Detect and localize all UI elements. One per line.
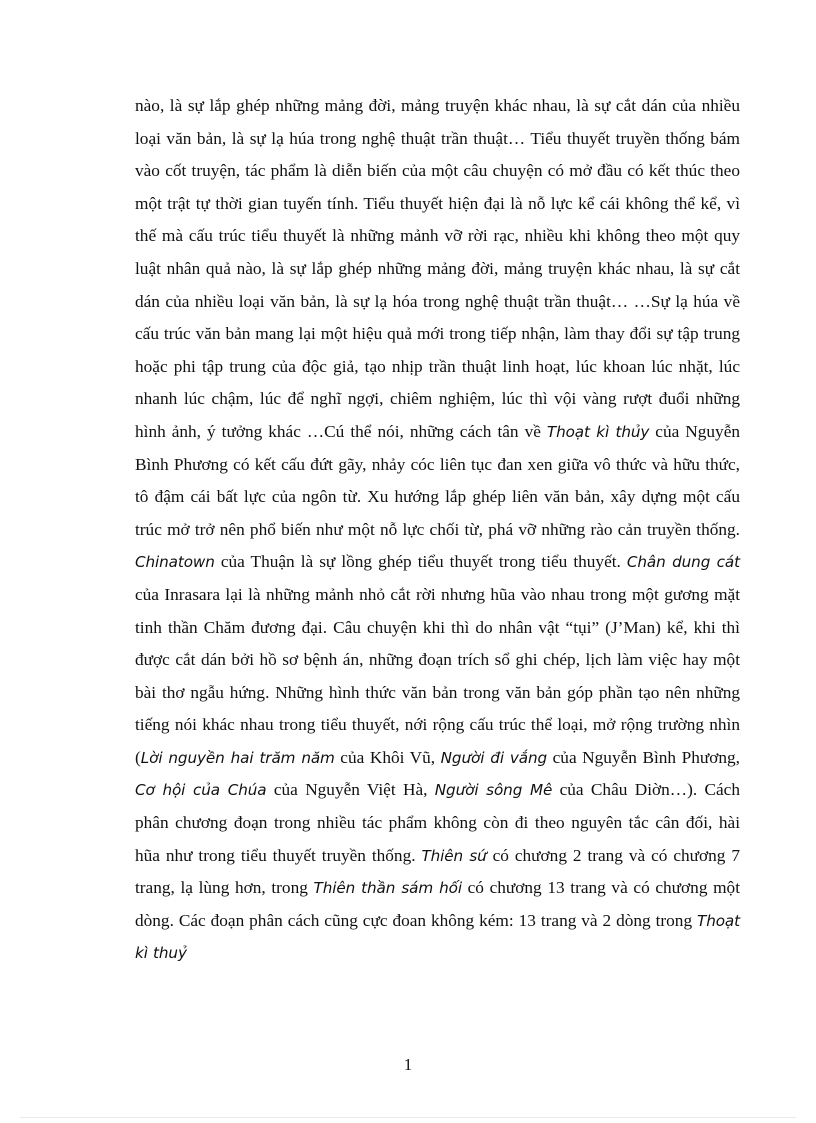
book-title: Thoạt kì thủy (546, 422, 650, 441)
book-title: Chân dung cát (626, 553, 740, 572)
page-bottom-divider (20, 1117, 796, 1118)
book-title: Người sông Mê (434, 781, 553, 800)
book-title: Lời nguyền hai trăm năm (140, 748, 335, 767)
text-run: của Nguyễn Bình Phương có kết cấu đứt gãy, nhảy cóc liên tục đan xen giữa vô thức và hữu thức, tô đậm cái bất lực của ngôn từ. Xu hướng lắp ghép liên văn bản, xây dựng một cấu trúc mở trở nên phổ biến như một nỗ lực chối từ, phá vỡ những rào cản truyền thống. (135, 421, 741, 539)
text-run: có chương 13 trang và có chương một dòng. Các đoạn phân cách cũng cực đoan không kém: 13 trang và 2 dòng trong (135, 878, 740, 930)
text-run: của Khôi Vũ, (334, 747, 441, 767)
book-title: Thoạt kì thuỷ (135, 911, 740, 963)
book-title: Thiên thần sám hối (313, 879, 462, 898)
body-paragraph (135, 90, 740, 970)
page-number: 1 (403, 1055, 413, 1074)
book-title: Người đi vắng (440, 748, 548, 767)
text-run: nào, là sự lắp ghép những mảng đời, mảng truyện khác nhau, là sự cắt dán của nhiều loại văn bản, là sự lạ húa trong nghệ thuật trần thuật… Tiểu thuyết truyền thống bám vào cốt truyện, tác phẩm là diễn biến của một câu chuyện có mở đầu có kết thúc theo một trật tự thời gian tuyến tính. Tiểu thuyết hiện đại là nỗ lực kể cái không thể kể, vì thế mà cấu trúc tiểu thuyết là những mảnh vỡ rời rạc, nhiều khi không theo một quy luật nhân quả nào, là sự lắp ghép những mảng đời, mảng truyện khác nhau, là sự cắt dán của nhiều loại văn bản, là sự lạ hóa trong nghệ thuật trần thuật… …Sự lạ húa về cấu trúc văn bản mang lại một hiệu quả mới trong tiếp nhận, làm thay đổi sự tập trung hoặc phi tập trung của độc giả, tạo nhịp trần thuật linh hoạt, lúc khoan lúc nhặt, lúc nhanh lúc chậm, lúc để nghĩ ngợi, chiêm nghiệm, lúc thì vội vàng rượt đuổi những hình ảnh, ý tưởng khác …Cú thể nói, những cách tân về (135, 96, 740, 441)
book-title: Chinatown (135, 553, 215, 572)
book-title: Thiên sứ (421, 846, 487, 865)
text-run: có chương 2 trang và có chương 7 trang, lạ lùng hơn, trong (135, 845, 740, 898)
text-run: của Nguyễn Bình Phương, (547, 747, 740, 767)
text-run: của Châu Diờn…). Cách phân chương đoạn trong nhiều tác phẩm không còn đi theo nguyên tắc cân đối, hài hũa như trong tiểu thuyết truyền thống. (135, 780, 740, 865)
book-title: Cơ hội của Chúa (135, 781, 267, 800)
text-run: của Inrasara lại là những mảnh nhỏ cắt rời nhưng hũa vào nhau trong một gương mặt tinh thần Chăm đương đại. Câu chuyện khi thì do nhân vật “tụi” (J’Man) kể, khi thì được cắt dán bởi hồ sơ bệnh án, những đoạn trích sổ ghi chép, lịch làm việc hay một bài thơ ngẫu hứng. Những hình thức văn bản trong văn bản góp phần tạo nên những tiếng nói khác nhau trong tiểu thuyết, nới rộng cấu trúc thể loại, mở rộng trường nhìn ( (135, 584, 740, 767)
text-run: của Nguyễn Việt Hà, (266, 780, 435, 800)
text-run: của Thuận là sự lồng ghép tiểu thuyết trong tiểu thuyết. (214, 552, 627, 572)
